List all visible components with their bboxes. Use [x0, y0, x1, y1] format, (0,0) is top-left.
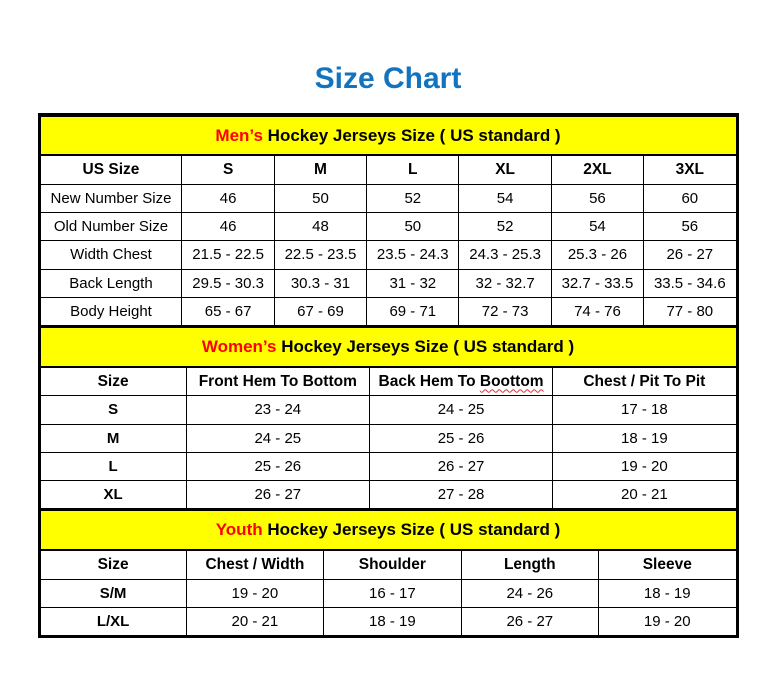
size-value: 33.5 - 34.6 — [644, 269, 736, 297]
size-value: 26 - 27 — [461, 608, 598, 636]
row-label: Old Number Size — [40, 213, 182, 241]
size-value: 46 — [182, 213, 274, 241]
size-value: 19 - 20 — [186, 579, 323, 607]
mens-section-band — [40, 116, 736, 156]
size-value: 22.5 - 23.5 — [274, 241, 366, 269]
table-row — [40, 396, 736, 424]
size-value: 52 — [459, 213, 551, 241]
row-label: Width Chest — [40, 241, 182, 269]
size-value: 16 - 17 — [324, 579, 461, 607]
size-value: 20 - 21 — [186, 608, 323, 636]
row-label: Body Height — [40, 297, 182, 325]
size-value: 69 - 71 — [367, 297, 459, 325]
size-value: 32 - 32.7 — [459, 269, 551, 297]
size-value: 21.5 - 22.5 — [182, 241, 274, 269]
column-header: Size — [40, 367, 186, 396]
size-value: 18 - 19 — [599, 579, 736, 607]
column-header: US Size — [40, 155, 182, 184]
size-value: 26 - 27 — [186, 481, 369, 509]
womens-size-table — [40, 326, 737, 509]
row-label: M — [40, 424, 186, 452]
size-value: 20 - 21 — [553, 481, 736, 509]
youth-heading-rest: Hockey Jerseys Size ( US standard ) — [262, 520, 561, 540]
column-header: Size — [40, 550, 186, 579]
youth-section-band — [40, 510, 736, 550]
womens-heading-accent: Women’s — [201, 337, 277, 357]
column-header: XL — [459, 155, 551, 184]
column-header: 3XL — [644, 155, 736, 184]
column-header: Front Hem To Bottom — [186, 367, 369, 396]
size-value: 25 - 26 — [186, 452, 369, 480]
mens-size-table — [40, 115, 737, 327]
size-value: 46 — [182, 184, 274, 212]
column-header: 2XL — [551, 155, 643, 184]
size-value: 27 - 28 — [369, 481, 552, 509]
misspelled-word: Boottom — [479, 372, 544, 390]
size-value: 25 - 26 — [369, 424, 552, 452]
size-value: 50 — [367, 213, 459, 241]
column-header: Chest / Pit To Pit — [553, 367, 736, 396]
table-row — [40, 213, 736, 241]
row-label: New Number Size — [40, 184, 182, 212]
size-value: 32.7 - 33.5 — [551, 269, 643, 297]
mens-heading-rest: Hockey Jerseys Size ( US standard ) — [262, 125, 561, 145]
size-value: 74 - 76 — [551, 297, 643, 325]
size-value: 24.3 - 25.3 — [459, 241, 551, 269]
row-label: L/XL — [40, 608, 186, 636]
table-row — [40, 424, 736, 452]
table-row — [40, 579, 736, 607]
mens-column-header-row — [40, 155, 736, 184]
size-value: 19 - 20 — [553, 452, 736, 480]
table-row — [40, 297, 736, 325]
youth-column-header-row — [40, 550, 736, 579]
size-value: 48 — [274, 213, 366, 241]
table-row — [40, 269, 736, 297]
size-value: 50 — [274, 184, 366, 212]
size-value: 23 - 24 — [186, 396, 369, 424]
size-value: 26 - 27 — [369, 452, 552, 480]
column-header: Shoulder — [324, 550, 461, 579]
row-label: Back Length — [40, 269, 182, 297]
size-value: 52 — [367, 184, 459, 212]
column-header: S — [182, 155, 274, 184]
column-header: Chest / Width — [186, 550, 323, 579]
table-row — [40, 241, 736, 269]
youth-heading-accent: Youth — [215, 520, 263, 540]
youth-section-heading — [40, 510, 736, 550]
table-row — [40, 452, 736, 480]
table-row — [40, 481, 736, 509]
row-label: L — [40, 452, 186, 480]
table-row — [40, 184, 736, 212]
mens-section-heading — [40, 116, 736, 156]
size-value: 18 - 19 — [324, 608, 461, 636]
womens-section-heading — [40, 327, 736, 367]
size-value: 77 - 80 — [644, 297, 736, 325]
size-value: 25.3 - 26 — [551, 241, 643, 269]
column-header: Length — [461, 550, 598, 579]
size-value: 31 - 32 — [367, 269, 459, 297]
size-value: 29.5 - 30.3 — [182, 269, 274, 297]
size-chart — [38, 113, 739, 639]
womens-column-header-row — [40, 367, 736, 396]
size-value: 65 - 67 — [182, 297, 274, 325]
size-value: 17 - 18 — [553, 396, 736, 424]
row-label: S/M — [40, 579, 186, 607]
size-value: 54 — [459, 184, 551, 212]
column-header: Sleeve — [599, 550, 736, 579]
size-value: 24 - 26 — [461, 579, 598, 607]
size-value: 23.5 - 24.3 — [367, 241, 459, 269]
column-header-text: Back Hem To — [378, 372, 480, 390]
column-header — [369, 367, 552, 396]
column-header: M — [274, 155, 366, 184]
size-value: 18 - 19 — [553, 424, 736, 452]
womens-heading-rest: Hockey Jerseys Size ( US standard ) — [276, 337, 575, 357]
size-value: 60 — [644, 184, 736, 212]
womens-section-band — [40, 327, 736, 367]
youth-size-table — [40, 509, 737, 636]
size-value: 56 — [551, 184, 643, 212]
mens-heading-accent: Men’s — [215, 125, 263, 145]
size-value: 24 - 25 — [369, 396, 552, 424]
size-value: 67 - 69 — [274, 297, 366, 325]
size-value: 30.3 - 31 — [274, 269, 366, 297]
size-value: 56 — [644, 213, 736, 241]
size-value: 24 - 25 — [186, 424, 369, 452]
column-header: L — [367, 155, 459, 184]
size-value: 54 — [551, 213, 643, 241]
row-label: XL — [40, 481, 186, 509]
page-title: Size Chart — [314, 62, 462, 95]
row-label: S — [40, 396, 186, 424]
table-row — [40, 608, 736, 636]
size-value: 26 - 27 — [644, 241, 736, 269]
size-value: 19 - 20 — [599, 608, 736, 636]
size-value: 72 - 73 — [459, 297, 551, 325]
